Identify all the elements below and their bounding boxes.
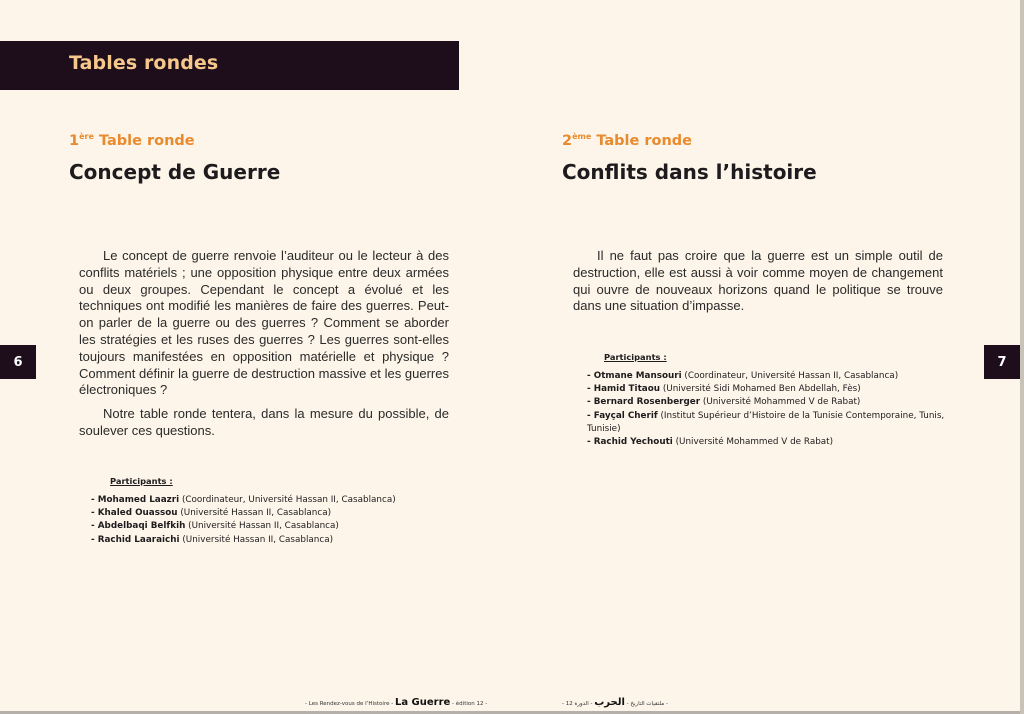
list-item: [91, 507, 451, 520]
page-edge-shadow: [1020, 0, 1024, 714]
participant-name: - Mohamed Laazri: [91, 495, 180, 505]
footer-right: [562, 697, 668, 708]
right-title: Conflits dans l’histoire: [562, 160, 817, 184]
footer-left: [305, 697, 487, 708]
right-kicker-superscript: ème: [572, 132, 592, 142]
footer-right-prefix: -: [664, 701, 668, 707]
participant-name: - Fayçal Cherif: [587, 410, 658, 421]
participant-name: - Hamid Titaou: [587, 384, 661, 395]
participant-affiliation: (Université Hassan II, Casablanca): [179, 534, 334, 545]
left-title: Concept de Guerre: [69, 160, 281, 184]
right-participants-label: Participants :: [604, 352, 667, 362]
list-item: [91, 534, 451, 547]
participant-name: - Khaled Ouassou: [91, 508, 178, 519]
footer-right-series: ملتقيات التاريخ -: [624, 701, 665, 707]
page-number-left: [0, 345, 36, 379]
participant-affiliation: (Université Hassan II, Casablanca): [185, 521, 339, 532]
right-kicker-text: Table ronde: [591, 133, 693, 149]
participant-affiliation: (Université Sidi Mohamed Ben Abdellah, Fès): [660, 384, 861, 395]
footer-left-prefix: - Les Rendez-vous de l’Histoire -: [305, 701, 395, 707]
participant-affiliation: (Université Mohammed V de Rabat): [700, 397, 861, 408]
list-item: [91, 520, 451, 533]
section-title: Tables rondes: [69, 52, 219, 74]
left-kicker-number: 1: [69, 133, 80, 149]
list-item: [587, 410, 957, 436]
page-number-right: [984, 345, 1020, 379]
participant-name: - Otmane Mansouri: [587, 371, 682, 381]
participant-affiliation: (Institut Supérieur d’Histoire de la Tunisie Contemporaine, Tunis, Tunisie): [587, 410, 945, 434]
left-participants-list: [91, 494, 451, 547]
list-item: [587, 396, 957, 409]
left-paragraph-1: Le concept de guerre renvoie l’auditeur ou le lecteur à des conflits matériels ; une opposition physique entre deux armées ou deux groupes. Cependant le concept a évolué et les techniques ont modifié les manières de faire des guerres. Peut-on parler de la guerre ou des guerres ? Comment se aborder les stratégies et les ruses des guerres ? Les guerres sont-elles toujours manifestées en opposition matérielle et physique ? Comment définir la guerre de destruction massive et les guerres électroniques ?: [79, 248, 449, 398]
footer-right-title: الحرب: [594, 697, 625, 708]
page-number-right-label: 7: [997, 354, 1007, 370]
participant-affiliation: (Coordinateur, Université Hassan II, Casablanca): [681, 371, 899, 381]
list-item: [587, 436, 957, 449]
list-item: [91, 494, 451, 507]
left-paragraph-2: Notre table ronde tentera, dans la mesure du possible, de soulever ces questions.: [79, 406, 449, 438]
right-participants-list: [587, 370, 957, 449]
participant-name: - Bernard Rosenberger: [587, 397, 701, 408]
footer-left-title: La Guerre: [394, 697, 451, 708]
left-kicker: [69, 133, 195, 149]
right-paragraph-1: Il ne faut pas croire que la guerre est un simple outil de destruction, elle est aussi à voir comme moyen de changement qui ouvre de nouveaux horizons quand le politique se trouve dans une situation d’impasse.: [573, 248, 943, 314]
participant-affiliation: (Université Mohammed V de Rabat): [672, 437, 834, 448]
right-kicker: [562, 133, 692, 149]
participant-name: - Rachid Laaraichi: [91, 534, 180, 545]
right-kicker-number: 2: [562, 133, 573, 149]
participant-name: - Rachid Yechouti: [587, 437, 673, 448]
participant-affiliation: (Coordinateur, Université Hassan II, Casablanca): [179, 495, 396, 505]
list-item: [587, 370, 957, 383]
left-kicker-superscript: ère: [79, 132, 94, 142]
left-participants-label: Participants :: [110, 476, 173, 486]
page-number-left-label: 6: [13, 354, 23, 370]
list-item: [587, 383, 957, 396]
left-kicker-text: Table ronde: [93, 133, 195, 149]
participant-name: - Abdelbaqi Belfkih: [91, 521, 186, 532]
footer-right-suffix: - الدورة 12 -: [562, 701, 595, 707]
participant-affiliation: (Université Hassan II, Casablanca): [177, 508, 332, 519]
footer-left-suffix: - édition 12 -: [450, 701, 488, 707]
